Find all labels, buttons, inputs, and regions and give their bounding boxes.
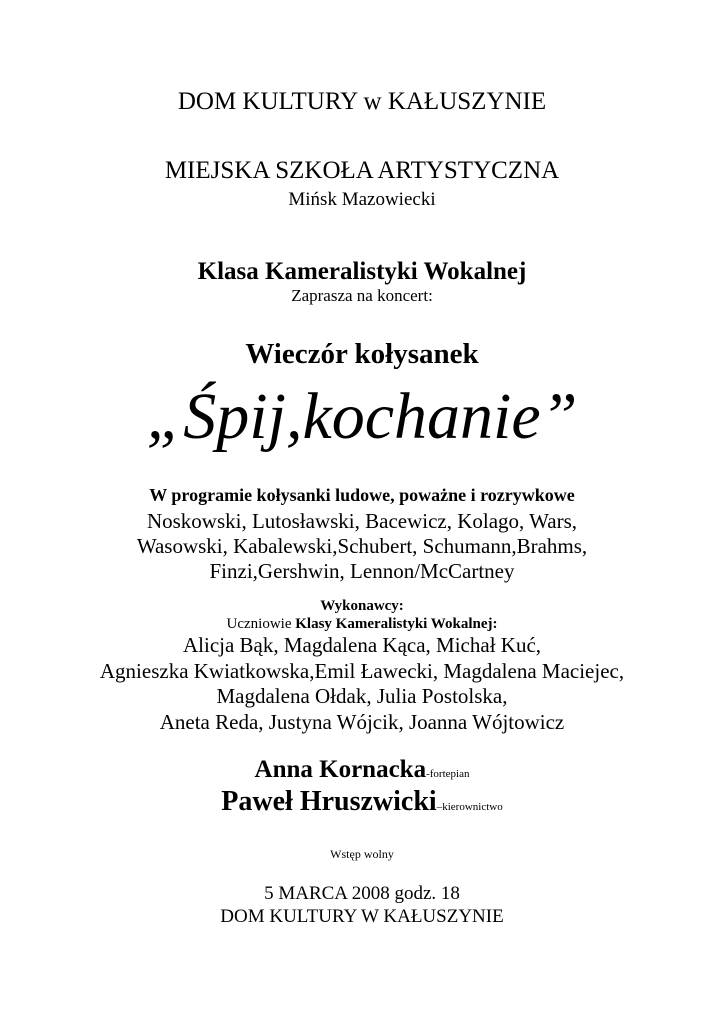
program-heading: W programie kołysanki ludowe, poważne i rozrywkowe <box>149 485 575 505</box>
city-text: Mińsk Mazowiecki <box>288 189 436 210</box>
students-class: Klasy Kameralistyki Wokalnej: <box>295 616 498 632</box>
director-role: –kierownictwo <box>436 801 503 813</box>
pianist-line <box>0 757 724 782</box>
class-name-heading: Klasa Kameralistyki Wokalnej <box>197 258 527 285</box>
composers-line-3: Finzi,Gershwin, Lennon/McCartney <box>209 559 515 583</box>
event-venue: DOM KULTURY W KAŁUSZYNIE <box>220 906 504 927</box>
performers-line-3: Magdalena Ołdak, Julia Postolska, <box>216 684 508 708</box>
organizer-heading: DOM KULTURY w KAŁUSZYNIE <box>177 88 547 115</box>
composers-line-2: Wasowski, Kabalewski,Schubert, Schumann,Brahms, <box>136 534 588 558</box>
composers-line-1: Noskowski, Lutosławski, Bacewicz, Kolago, Wars, <box>146 509 578 533</box>
performers-line-2: Agnieszka Kwiatkowska,Emil Ławecki, Magdalena Maciejec, <box>99 659 625 683</box>
director-line <box>0 788 724 816</box>
invite-text: Zaprasza na koncert: <box>291 286 433 305</box>
admission-text: Wstęp wolny <box>330 847 394 861</box>
students-line <box>0 617 724 632</box>
director-name: Paweł Hruszwicki <box>221 786 437 817</box>
school-heading: MIEJSKA SZKOŁA ARTYSTYCZNA <box>164 157 560 184</box>
performers-heading: Wykonawcy: <box>320 598 404 614</box>
concert-subtitle: Wieczór kołysanek <box>245 338 479 370</box>
pianist-role: -fortepian <box>426 768 470 780</box>
students-prefix: Uczniowie <box>226 616 292 632</box>
concert-title: „Śpij,kochanie” <box>146 380 578 453</box>
performers-line-1: Alicja Bąk, Magdalena Kąca, Michał Kuć, <box>182 633 542 657</box>
performers-line-4: Aneta Reda, Justyna Wójcik, Joanna Wójtowicz <box>159 710 565 734</box>
pianist-name: Anna Kornacka <box>254 756 427 783</box>
event-date: 5 MARCA 2008 godz. 18 <box>264 883 460 904</box>
